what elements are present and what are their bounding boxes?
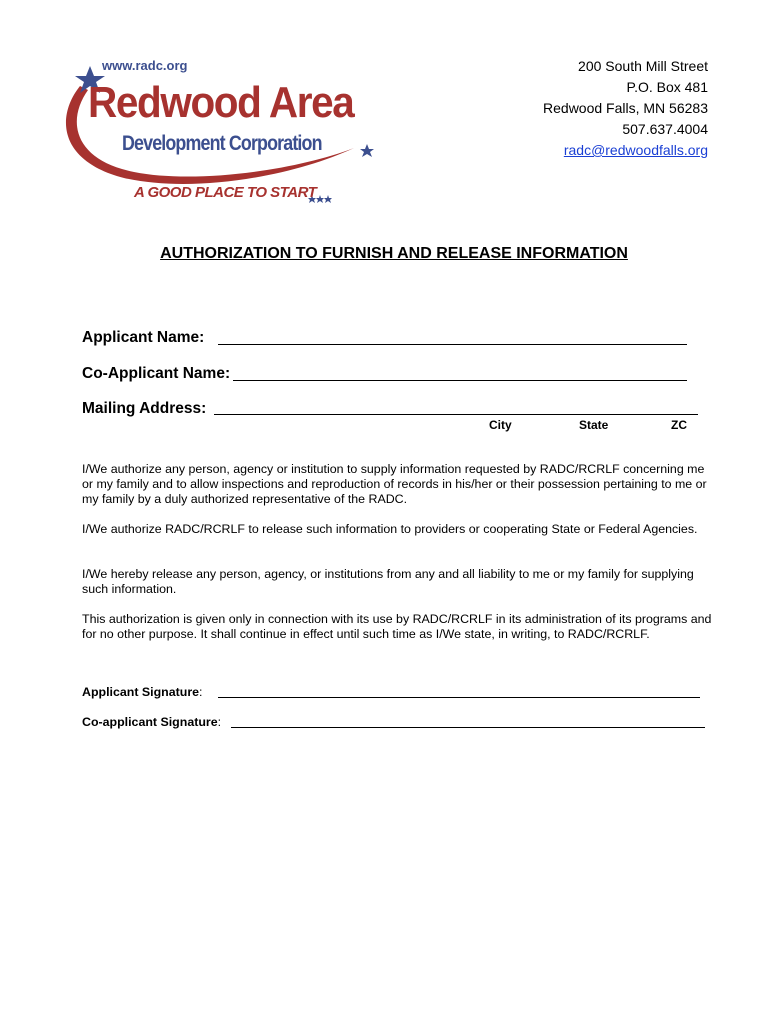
applicant-signature-text: Applicant Signature [82,685,200,699]
email-link[interactable]: radc@redwoodfalls.org [563,142,708,158]
logo-name: Redwood Area [88,78,354,127]
zip-label: ZC [671,418,687,432]
liability-paragraph: I/We hereby release any person, agency, or institutions from any and all liability to me or my family for supplying such information. [82,567,694,596]
mailing-address-label: Mailing Address: [82,400,207,417]
mailing-address-line[interactable] [214,414,698,415]
applicant-name-label: Applicant Name: [82,329,205,346]
applicant-signature-colon: : [199,685,203,699]
co-applicant-name-label: Co-Applicant Name: [82,365,231,382]
logo-subtitle: Development Corporation [122,132,322,155]
logo-tagline: A GOOD PLACE TO START [134,184,317,201]
co-applicant-signature-text: Co-applicant Signature [82,715,218,729]
usage-paragraph: This authorization is given only in connection with its use by RADC/RCRLF in its administration of its programs and for no other purpose. It shall continue in effect until such time as I/We state, in writing, to RADC/RCRLF. [82,612,712,641]
authorization-paragraph: I/We authorize any person, agency or institution to supply information requested by RADC/RCRLF concerning me or my family and to allow inspections and reproduction of records in his/her or their possession pertaining to me or my family by a duly authorized representative of the RADC. [82,462,707,506]
logo [54,56,384,206]
co-applicant-name-line[interactable] [233,380,687,381]
co-applicant-signature-label [82,715,221,729]
applicant-signature-line[interactable] [218,697,700,698]
address-block [543,56,708,161]
address-city: Redwood Falls, MN 56283 [543,100,708,116]
state-label: State [579,418,609,432]
city-label: City [489,418,512,432]
applicant-signature-label [82,685,203,699]
address-street: 200 South Mill Street [578,58,708,74]
co-applicant-signature-line[interactable] [231,727,705,728]
address-phone: 507.637.4004 [622,121,708,137]
applicant-name-line[interactable] [218,344,687,345]
release-paragraph: I/We authorize RADC/RCRLF to release such information to providers or cooperating State or Federal Agencies. [82,522,698,536]
logo-url: www.radc.org [102,58,188,73]
address-po-box: P.O. Box 481 [626,79,708,95]
co-applicant-signature-colon: : [217,715,222,729]
star-icon [360,144,374,157]
document-title: AUTHORIZATION TO FURNISH AND RELEASE INFORMATION [160,245,628,262]
